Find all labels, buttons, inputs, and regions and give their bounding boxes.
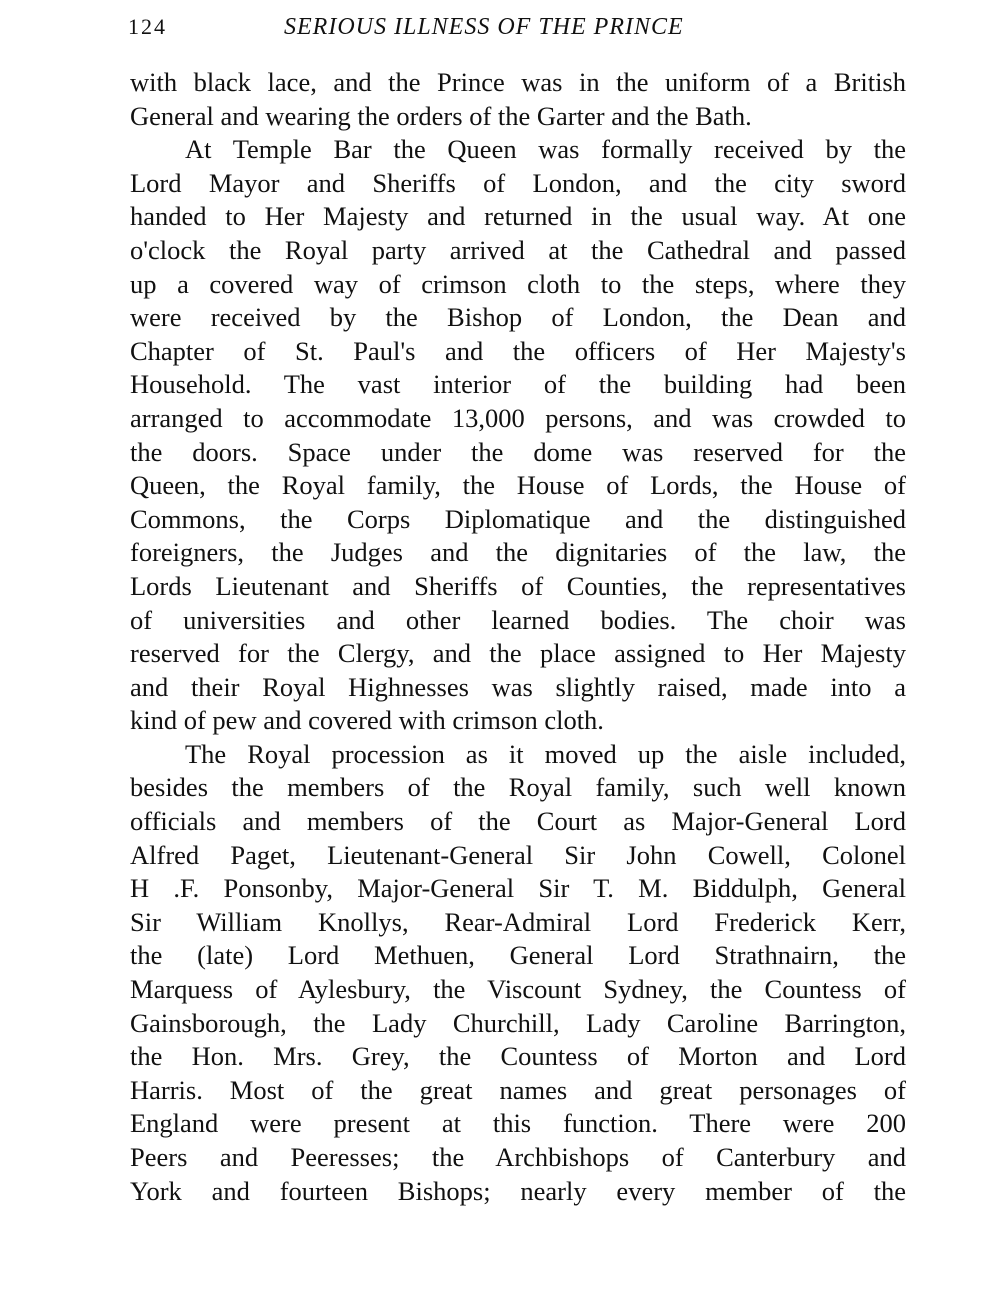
body-text bbox=[130, 66, 906, 1208]
running-title: SERIOUS ILLNESS OF THE PRINCE bbox=[284, 14, 684, 40]
text-line: the (late) Lord Methuen, General Lord Strathnairn, the bbox=[130, 940, 906, 971]
text-line: Chapter of St. Paul's and the officers of Her Majesty's bbox=[130, 335, 906, 366]
text-line: with black lace, and the Prince was in the uniform of a British bbox=[130, 67, 906, 97]
text-line: Lords Lieutenant and Sheriffs of Counties, the representatives bbox=[130, 570, 906, 601]
text-line: Commons, the Corps Diplomatique and the distinguished bbox=[130, 503, 906, 534]
text-line: besides the members of the Royal family, such well known bbox=[130, 772, 906, 803]
text-line: England were present at this function. There were 200 bbox=[130, 1108, 906, 1139]
text-line: General and wearing the orders of the Garter and the Bath. bbox=[130, 100, 752, 131]
text-line: The Royal procession as it moved up the aisle included, bbox=[185, 738, 906, 769]
text-line: foreigners, the Judges and the dignitaries of the law, the bbox=[130, 537, 906, 568]
text-line: Sir William Knollys, Rear-Admiral Lord Frederick Kerr, bbox=[130, 906, 906, 937]
text-line: Queen, the Royal family, the House of Lords, the House of bbox=[130, 470, 906, 501]
text-line: Peers and Peeresses; the Archbishops of Canterbury and bbox=[130, 1142, 906, 1172]
text-line: o'clock the Royal party arrived at the Cathedral and passed bbox=[130, 234, 906, 265]
text-line: the Hon. Mrs. Grey, the Countess of Morton and Lord bbox=[130, 1041, 906, 1072]
paragraph-2 bbox=[130, 133, 906, 738]
text-line: of universities and other learned bodies. The choir was bbox=[130, 604, 906, 635]
paragraph-3 bbox=[130, 738, 906, 1208]
text-line: officials and members of the Court as Major-General Lord bbox=[130, 806, 906, 837]
text-line: Lord Mayor and Sheriffs of London, and the city sword bbox=[130, 167, 906, 198]
text-line: reserved for the Clergy, and the place assigned to Her Majesty bbox=[130, 638, 906, 669]
text-line: At Temple Bar the Queen was formally received by the bbox=[185, 134, 906, 165]
text-line: Household. The vast interior of the building had been bbox=[130, 369, 906, 400]
text-line: the doors. Space under the dome was reserved for the bbox=[130, 436, 906, 467]
text-line: arranged to accommodate 13,000 persons, and was crowded to bbox=[130, 402, 906, 433]
text-line: Harris. Most of the great names and great personages of bbox=[130, 1074, 906, 1105]
page-number: 124 bbox=[128, 14, 167, 39]
text-line: Gainsborough, the Lady Churchill, Lady Caroline Barrington, bbox=[130, 1007, 906, 1038]
text-line: H .F. Ponsonby, Major-General Sir T. M. Biddulph, General bbox=[130, 873, 906, 904]
text-line: up a covered way of crimson cloth to the steps, where they bbox=[130, 268, 906, 299]
text-line: Marquess of Aylesbury, the Viscount Sydney, the Countess of bbox=[130, 974, 906, 1005]
running-header bbox=[128, 14, 908, 48]
text-line: kind of pew and covered with crimson cloth. bbox=[130, 705, 604, 736]
text-line: Alfred Paget, Lieutenant-General Sir John Cowell, Colonel bbox=[130, 839, 906, 870]
text-line: were received by the Bishop of London, the Dean and bbox=[130, 302, 906, 333]
text-line: and their Royal Highnesses was slightly raised, made into a bbox=[130, 671, 906, 702]
text-line: York and fourteen Bishops; nearly every member of the bbox=[130, 1175, 906, 1206]
text-line: handed to Her Majesty and returned in the usual way. At one bbox=[130, 201, 906, 232]
paragraph-1 bbox=[130, 66, 906, 133]
